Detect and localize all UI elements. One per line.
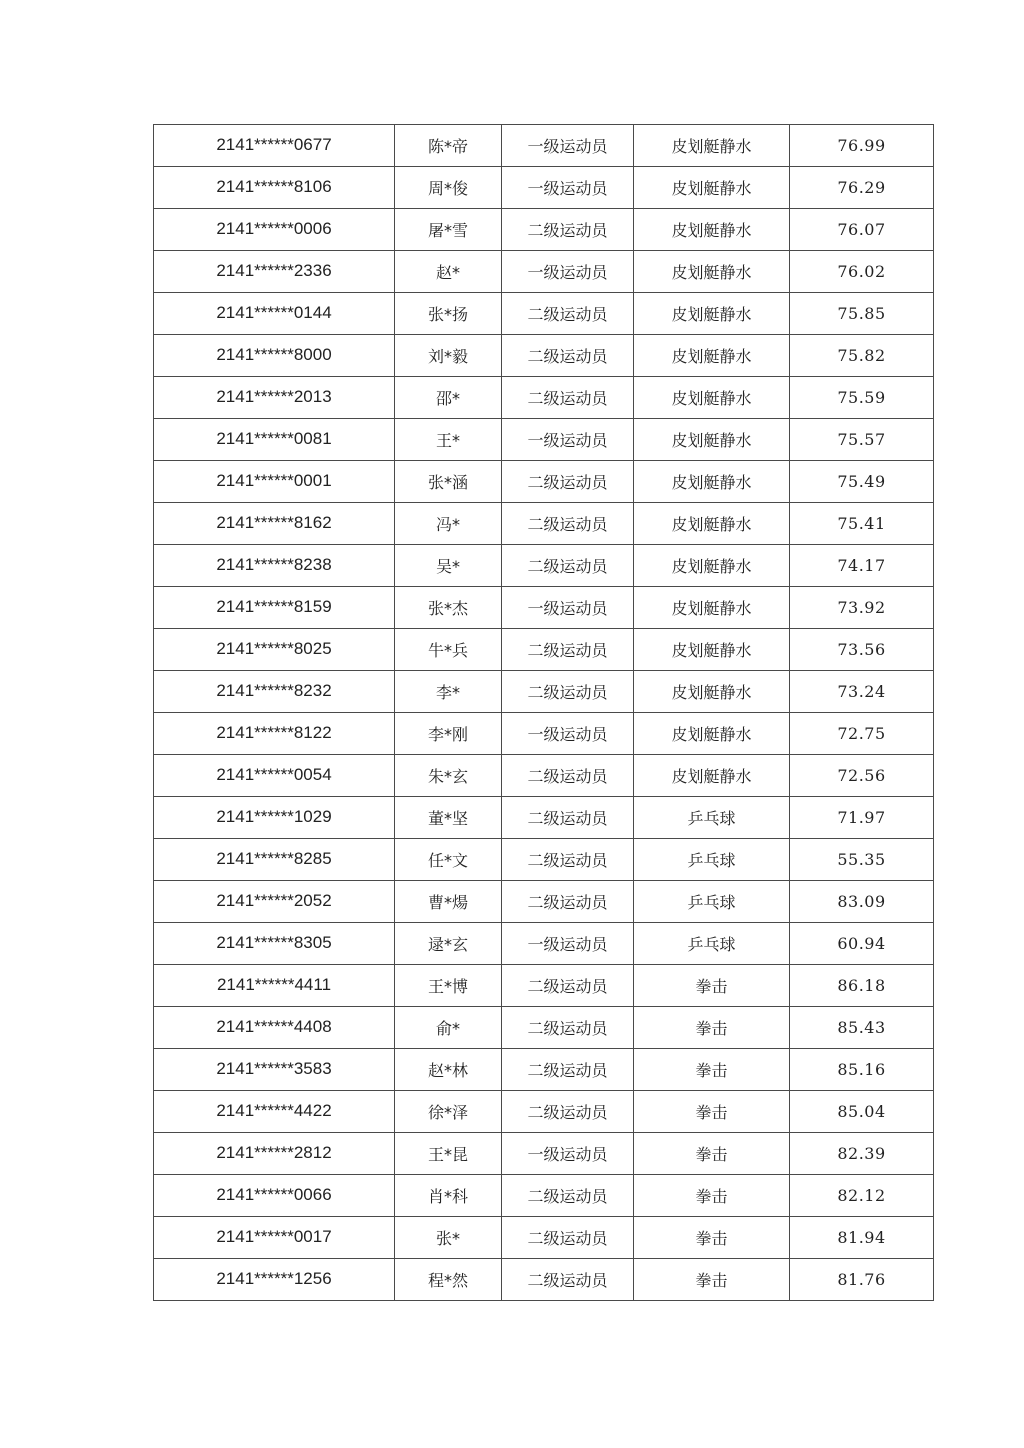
athlete-level-cell: 二级运动员 <box>502 965 634 1007</box>
candidate-id-cell: 2141******4411 <box>154 965 395 1007</box>
score-cell: 75.57 <box>790 419 934 461</box>
table-row <box>154 713 934 755</box>
name-cell: 陈*帝 <box>395 125 502 167</box>
candidate-id-cell: 2141******8285 <box>154 839 395 881</box>
athlete-level-cell: 二级运动员 <box>502 293 634 335</box>
score-cell: 75.41 <box>790 503 934 545</box>
name-cell: 张*杰 <box>395 587 502 629</box>
score-cell: 76.02 <box>790 251 934 293</box>
name-cell: 张*涵 <box>395 461 502 503</box>
sport-event-cell: 皮划艇静水 <box>634 125 790 167</box>
table-row <box>154 755 934 797</box>
candidate-id-cell: 2141******0144 <box>154 293 395 335</box>
candidate-id-cell: 2141******8106 <box>154 167 395 209</box>
table-row <box>154 209 934 251</box>
name-cell: 张* <box>395 1217 502 1259</box>
name-cell: 逯*玄 <box>395 923 502 965</box>
sport-event-cell: 拳击 <box>634 1217 790 1259</box>
name-cell: 曹*煬 <box>395 881 502 923</box>
sport-event-cell: 乒乓球 <box>634 923 790 965</box>
sport-event-cell: 皮划艇静水 <box>634 713 790 755</box>
name-cell: 朱*玄 <box>395 755 502 797</box>
athlete-level-cell: 二级运动员 <box>502 377 634 419</box>
athlete-level-cell: 二级运动员 <box>502 881 634 923</box>
candidate-id-cell: 2141******0017 <box>154 1217 395 1259</box>
candidate-id-cell: 2141******8162 <box>154 503 395 545</box>
athlete-level-cell: 一级运动员 <box>502 419 634 461</box>
sport-event-cell: 皮划艇静水 <box>634 419 790 461</box>
candidate-id-cell: 2141******0006 <box>154 209 395 251</box>
name-cell: 王*昆 <box>395 1133 502 1175</box>
table-row <box>154 965 934 1007</box>
table-row <box>154 923 934 965</box>
candidate-id-cell: 2141******8238 <box>154 545 395 587</box>
score-cell: 75.82 <box>790 335 934 377</box>
score-cell: 55.35 <box>790 839 934 881</box>
score-cell: 82.39 <box>790 1133 934 1175</box>
athlete-level-cell: 二级运动员 <box>502 1217 634 1259</box>
name-cell: 李* <box>395 671 502 713</box>
table-row <box>154 335 934 377</box>
candidate-id-cell: 2141******0081 <box>154 419 395 461</box>
table-row <box>154 839 934 881</box>
score-cell: 74.17 <box>790 545 934 587</box>
table-row <box>154 125 934 167</box>
name-cell: 徐*泽 <box>395 1091 502 1133</box>
score-cell: 86.18 <box>790 965 934 1007</box>
athlete-level-cell: 二级运动员 <box>502 503 634 545</box>
candidate-id-cell: 2141******8305 <box>154 923 395 965</box>
name-cell: 邵* <box>395 377 502 419</box>
candidate-id-cell: 2141******2812 <box>154 1133 395 1175</box>
candidate-id-cell: 2141******4408 <box>154 1007 395 1049</box>
table-row <box>154 671 934 713</box>
score-cell: 81.94 <box>790 1217 934 1259</box>
table-row <box>154 293 934 335</box>
athlete-level-cell: 二级运动员 <box>502 671 634 713</box>
sport-event-cell: 拳击 <box>634 1049 790 1091</box>
sport-event-cell: 皮划艇静水 <box>634 377 790 419</box>
score-cell: 71.97 <box>790 797 934 839</box>
sport-event-cell: 皮划艇静水 <box>634 545 790 587</box>
athlete-level-cell: 二级运动员 <box>502 755 634 797</box>
candidate-id-cell: 2141******0001 <box>154 461 395 503</box>
table-row <box>154 1175 934 1217</box>
sport-event-cell: 皮划艇静水 <box>634 167 790 209</box>
athlete-level-cell: 二级运动员 <box>502 1049 634 1091</box>
name-cell: 李*刚 <box>395 713 502 755</box>
candidate-id-cell: 2141******8159 <box>154 587 395 629</box>
athlete-level-cell: 一级运动员 <box>502 251 634 293</box>
score-cell: 81.76 <box>790 1259 934 1301</box>
score-cell: 73.24 <box>790 671 934 713</box>
score-cell: 72.56 <box>790 755 934 797</box>
score-cell: 72.75 <box>790 713 934 755</box>
score-cell: 83.09 <box>790 881 934 923</box>
candidate-id-cell: 2141******1029 <box>154 797 395 839</box>
name-cell: 俞* <box>395 1007 502 1049</box>
athlete-level-cell: 二级运动员 <box>502 1091 634 1133</box>
athlete-level-cell: 一级运动员 <box>502 167 634 209</box>
name-cell: 肖*科 <box>395 1175 502 1217</box>
candidate-id-cell: 2141******8025 <box>154 629 395 671</box>
name-cell: 屠*雪 <box>395 209 502 251</box>
table-row <box>154 1049 934 1091</box>
sport-event-cell: 皮划艇静水 <box>634 293 790 335</box>
table-body <box>154 125 934 1301</box>
score-cell: 76.99 <box>790 125 934 167</box>
score-cell: 75.49 <box>790 461 934 503</box>
candidate-id-cell: 2141******2052 <box>154 881 395 923</box>
candidate-id-cell: 2141******0066 <box>154 1175 395 1217</box>
table-row <box>154 545 934 587</box>
sport-event-cell: 皮划艇静水 <box>634 671 790 713</box>
athlete-level-cell: 一级运动员 <box>502 587 634 629</box>
sport-event-cell: 乒乓球 <box>634 881 790 923</box>
sport-event-cell: 拳击 <box>634 1091 790 1133</box>
sport-event-cell: 皮划艇静水 <box>634 335 790 377</box>
sport-event-cell: 皮划艇静水 <box>634 209 790 251</box>
table-row <box>154 419 934 461</box>
sport-event-cell: 皮划艇静水 <box>634 587 790 629</box>
athlete-level-cell: 一级运动员 <box>502 713 634 755</box>
name-cell: 牛*兵 <box>395 629 502 671</box>
candidate-id-cell: 2141******4422 <box>154 1091 395 1133</box>
athlete-level-cell: 二级运动员 <box>502 1007 634 1049</box>
candidate-id-cell: 2141******3583 <box>154 1049 395 1091</box>
table-row <box>154 461 934 503</box>
table-row <box>154 503 934 545</box>
candidate-id-cell: 2141******8232 <box>154 671 395 713</box>
candidate-id-cell: 2141******8122 <box>154 713 395 755</box>
score-cell: 73.92 <box>790 587 934 629</box>
table-row <box>154 587 934 629</box>
table-row <box>154 1217 934 1259</box>
name-cell: 王* <box>395 419 502 461</box>
athlete-score-table <box>153 124 934 1301</box>
sport-event-cell: 皮划艇静水 <box>634 251 790 293</box>
sport-event-cell: 拳击 <box>634 1007 790 1049</box>
athlete-level-cell: 一级运动员 <box>502 1133 634 1175</box>
table-row <box>154 251 934 293</box>
sport-event-cell: 拳击 <box>634 1259 790 1301</box>
name-cell: 吴* <box>395 545 502 587</box>
score-cell: 73.56 <box>790 629 934 671</box>
sport-event-cell: 拳击 <box>634 1175 790 1217</box>
table-row <box>154 377 934 419</box>
sport-event-cell: 皮划艇静水 <box>634 629 790 671</box>
name-cell: 张*扬 <box>395 293 502 335</box>
sport-event-cell: 乒乓球 <box>634 797 790 839</box>
candidate-id-cell: 2141******0054 <box>154 755 395 797</box>
athlete-level-cell: 一级运动员 <box>502 125 634 167</box>
athlete-level-cell: 二级运动员 <box>502 1259 634 1301</box>
candidate-id-cell: 2141******2013 <box>154 377 395 419</box>
name-cell: 周*俊 <box>395 167 502 209</box>
athlete-level-cell: 二级运动员 <box>502 839 634 881</box>
name-cell: 赵* <box>395 251 502 293</box>
table-row <box>154 629 934 671</box>
candidate-id-cell: 2141******0677 <box>154 125 395 167</box>
athlete-level-cell: 二级运动员 <box>502 797 634 839</box>
table-row <box>154 167 934 209</box>
candidate-id-cell: 2141******8000 <box>154 335 395 377</box>
athlete-level-cell: 二级运动员 <box>502 335 634 377</box>
table-row <box>154 1091 934 1133</box>
name-cell: 任*文 <box>395 839 502 881</box>
athlete-level-cell: 二级运动员 <box>502 209 634 251</box>
name-cell: 赵*林 <box>395 1049 502 1091</box>
score-cell: 82.12 <box>790 1175 934 1217</box>
athlete-level-cell: 二级运动员 <box>502 1175 634 1217</box>
table-row <box>154 881 934 923</box>
name-cell: 王*博 <box>395 965 502 1007</box>
score-cell: 76.29 <box>790 167 934 209</box>
sport-event-cell: 皮划艇静水 <box>634 755 790 797</box>
athlete-level-cell: 二级运动员 <box>502 545 634 587</box>
name-cell: 刘*毅 <box>395 335 502 377</box>
score-cell: 60.94 <box>790 923 934 965</box>
name-cell: 冯* <box>395 503 502 545</box>
sport-event-cell: 乒乓球 <box>634 839 790 881</box>
table-row <box>154 1259 934 1301</box>
sport-event-cell: 皮划艇静水 <box>634 461 790 503</box>
table-row <box>154 1133 934 1175</box>
athlete-level-cell: 二级运动员 <box>502 629 634 671</box>
table-row <box>154 797 934 839</box>
candidate-id-cell: 2141******2336 <box>154 251 395 293</box>
sport-event-cell: 拳击 <box>634 965 790 1007</box>
sport-event-cell: 皮划艇静水 <box>634 503 790 545</box>
score-cell: 85.43 <box>790 1007 934 1049</box>
table-row <box>154 1007 934 1049</box>
athlete-level-cell: 二级运动员 <box>502 461 634 503</box>
candidate-id-cell: 2141******1256 <box>154 1259 395 1301</box>
sport-event-cell: 拳击 <box>634 1133 790 1175</box>
athlete-level-cell: 一级运动员 <box>502 923 634 965</box>
name-cell: 程*然 <box>395 1259 502 1301</box>
name-cell: 董*坚 <box>395 797 502 839</box>
score-cell: 75.59 <box>790 377 934 419</box>
score-cell: 85.16 <box>790 1049 934 1091</box>
score-cell: 75.85 <box>790 293 934 335</box>
score-cell: 85.04 <box>790 1091 934 1133</box>
score-cell: 76.07 <box>790 209 934 251</box>
